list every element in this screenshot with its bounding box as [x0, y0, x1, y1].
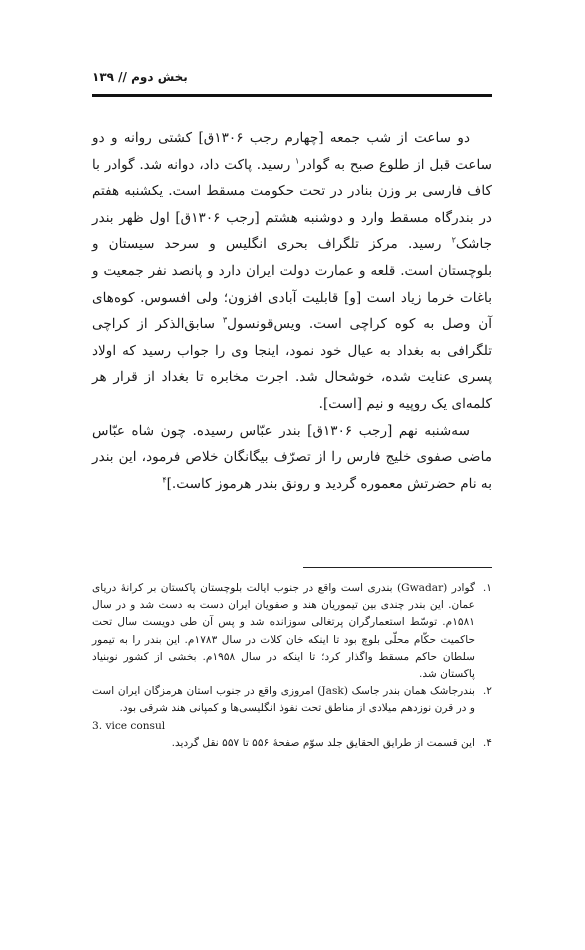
footnote-4 — [92, 735, 492, 752]
paragraph-2-text: سه‌شنبه نهم [رجب ۱۳۰۶ق] بندر عبّاس رسیده. چون شاه عبّاس ماضی صفوی خلیج فارس را از تصرّف بیگانگان خلاص فرمود، این بندر به نام حضرتش معموره گردید و رونق بندر هرموز کاست.] — [92, 422, 492, 492]
footnote-3: 3. vice consul — [92, 719, 166, 732]
footnote-2-text: بندرجاشک همان بندر جاسک (Jask) امروزی واقع در جنوب استان هرمزگان ایران است و در قرن نوزدهم میلادی از مناطق تحت نفوذ انگلیسی‌ها و کمپانی هند شرقی بود. — [92, 685, 476, 715]
footnote-ref-4[interactable]: ۴ — [162, 475, 167, 485]
footnote-2 — [92, 683, 492, 717]
footnote-4-number: ۴. — [482, 736, 492, 749]
paragraph-1-part-4: سابق‌الذکر از کراچی تلگرافی به بغداد به عیال خود نمود، اینجا وی را جواب رسید که اولاد پسری عنایت شده، خوشحال شد. اجرت مخابره تا بغداد از قرار هر کلمه‌ای یک روپیه و نیم [است]. — [92, 316, 492, 412]
footnote-1-text: گوادر (Gwadar) بندری است واقع در جنوب ایالت بلوچستان پاکستان بر کرانهٔ دریای عمان. این بندر چندی بین تیموریان هند و صفویان ایران دست به دست شد و در سال ۱۵۸۱م. توسّط استعمارگران پرتغالی سوزانده شد و پس آن طی دویست سال تحت حاکمیت حکّام محلّی بلوچ بود تا اینکه خان کلات در سال ۱۷۸۳م. این بندر را به تیمور سلطان حاکم مسقط واگذار کرد؛ تا اینکه در سال ۱۹۵۸م. بخشی از کشور نوبنیاد پاکستان شد. — [92, 582, 475, 681]
footnotes — [92, 580, 492, 752]
paragraph-1 — [92, 125, 492, 418]
footnote-1 — [92, 580, 492, 683]
footnote-1-number: ۱. — [482, 582, 492, 594]
footnote-2-number: ۲. — [482, 685, 492, 698]
footnote-ref-1[interactable]: ۱ — [295, 156, 300, 166]
footnote-rule — [303, 567, 492, 568]
body-text — [92, 125, 492, 497]
running-header: بخش دوم // ۱۳۹ — [92, 70, 188, 84]
footnote-ref-3[interactable]: ۳ — [222, 315, 228, 325]
paragraph-1-part-3: رسید. مرکز تلگراف بحری انگلیس و سرحد سیستان و بلوچستان است. قلعه و عمارت دولت ایران دارد و پانصد نفر جمعیت و باغات خرما زیاد است [و] قابلیت آبادی افزون؛ ولی افسوس. کوه‌های آن وصل به کوه کراچی است. ویس‌قونسول — [92, 236, 492, 333]
paragraph-1-part-2: رسید. پاکت داد، دوانه شد. گوادر با کاف فارسی بر وزن بنادر در تحت حکومت مسقط است. یکشنبه هفتم در بندرگاه مسقط وارد و دوشنبه هشتم [رجب ۱۳۰۶ق] اول ظهر بندر جاشک — [92, 156, 492, 253]
footnote-4-text: این قسمت از طرایق الحقایق جلد سوّم صفحهٔ ۵۵۶ تا ۵۵۷ نقل گردید. — [171, 736, 475, 749]
paragraph-1-part-1: دو ساعت از شب جمعه [چهارم رجب ۱۳۰۶ق] کشتی روانه و دو ساعت قبل از طلوع صبح به گوادر — [92, 130, 492, 173]
footnote-ref-2[interactable]: ۲ — [451, 235, 456, 245]
header-rule — [92, 94, 492, 97]
paragraph-2 — [92, 418, 492, 498]
